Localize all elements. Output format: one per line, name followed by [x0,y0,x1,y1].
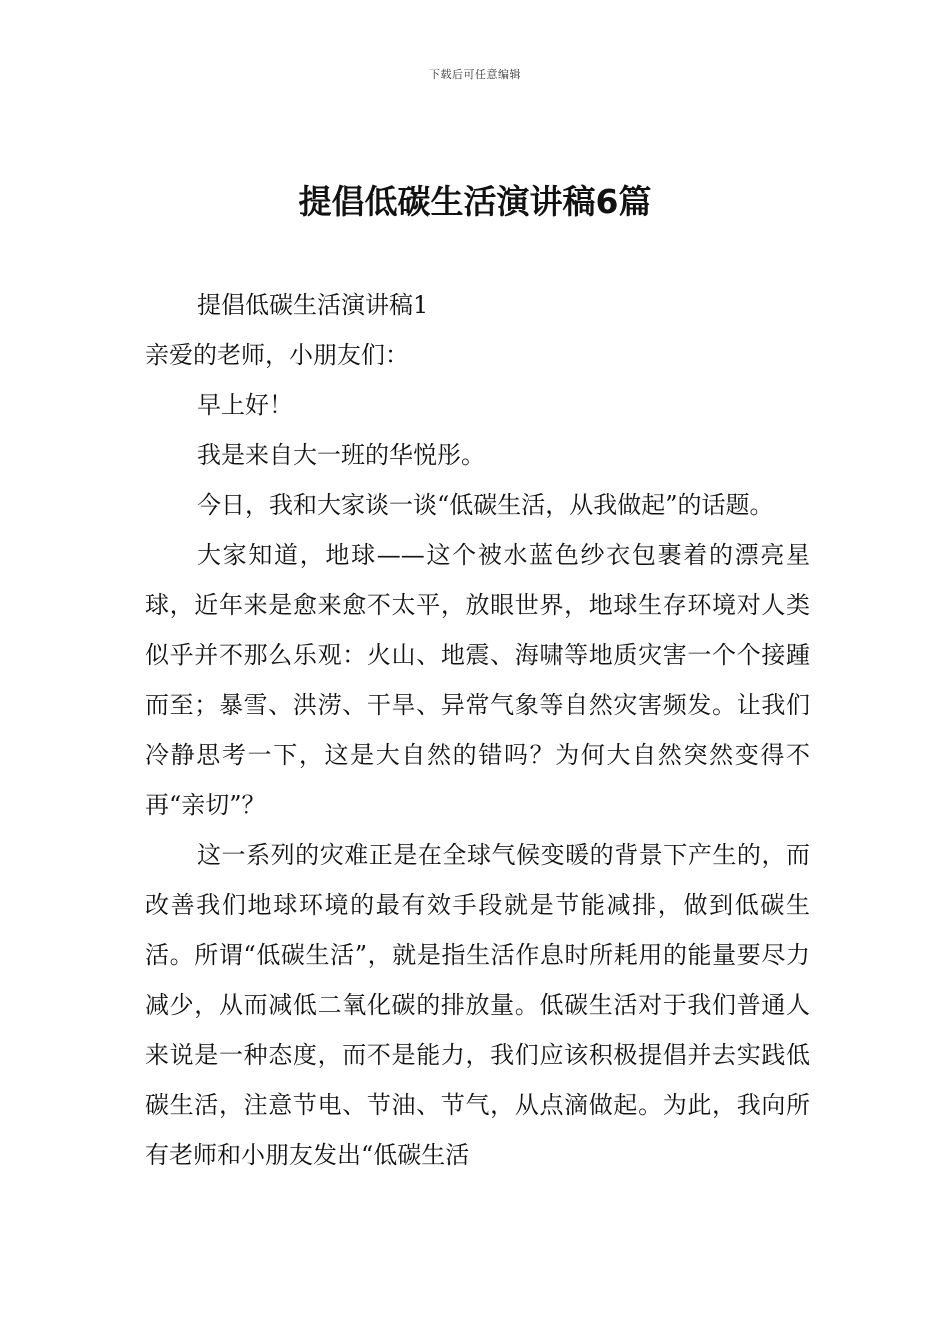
header-note: 下载后可任意编辑 [429,68,521,81]
greeting: 早上好！ [197,391,293,419]
salutation: 亲爱的老师，小朋友们： [145,341,409,369]
document-title: 提倡低碳生活演讲稿6篇 [298,182,652,221]
paragraph: 这一系列的灾难正是在全球气候变暖的背景下产生的，而改善我们地球环境的最有效手段就是节能减排，做到低碳生活。所谓“低碳生活”，就是指生活作息时所耗用的能量要尽力减少，从而减低二氧化碳的排放量。低碳生活对于我们普通人来说是一种态度，而不是能力，我们应该积极提倡并去实践低碳生活，注意节电、节油、节气，从点滴做起。为此，我向所有老师和小朋友发出“低碳生活 [145,841,810,1169]
speaker-intro: 我是来自大一班的华悦彤。 [197,441,485,469]
document-body [145,280,810,1180]
section-heading: 提倡低碳生活演讲稿1 [197,291,429,319]
paragraph: 今日，我和大家谈一谈“低碳生活，从我做起”的话题。 [197,491,774,519]
paragraph: 大家知道，地球——这个被水蓝色纱衣包裹着的漂亮星球，近年来是愈来愈不太平，放眼世界，地球生存环境对人类似乎并不那么乐观：火山、地震、海啸等地质灾害一个个接踵而至；暴雪、洪涝、干旱、异常气象等自然灾害频发。让我们冷静思考一下，这是大自然的错吗？为何大自然突然变得不再“亲切”？ [145,541,810,819]
